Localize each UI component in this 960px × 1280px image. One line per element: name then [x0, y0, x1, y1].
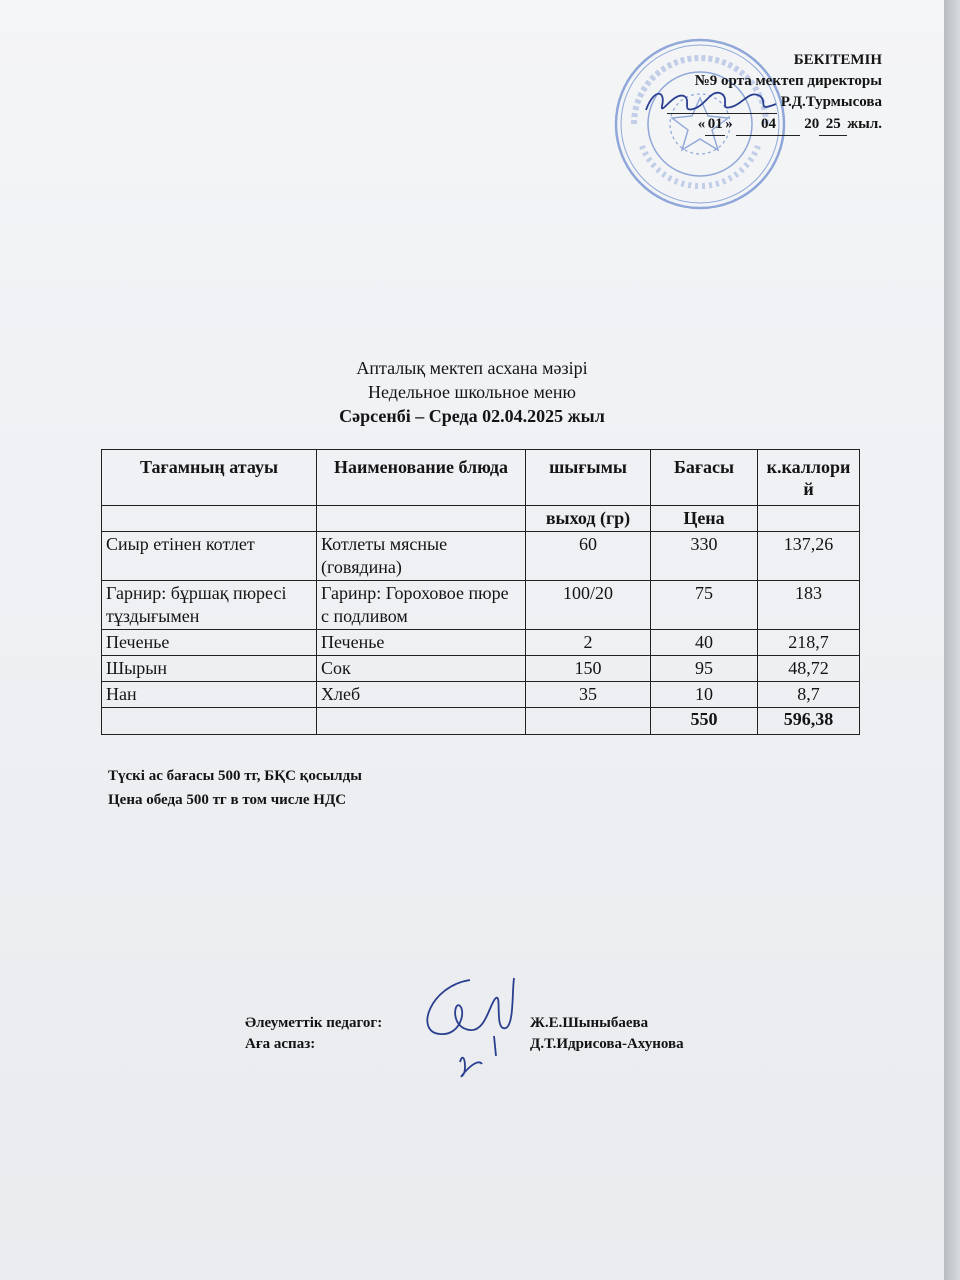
signature-name: Д.Т.Идрисова-Ахунова [530, 1036, 684, 1052]
price: 40 [651, 630, 758, 656]
dish-ru: Хлеб [317, 682, 526, 708]
approval-director-name: Р.Д.Турмысова [780, 94, 882, 110]
calories: 183 [758, 581, 860, 630]
date-month: 04 [736, 114, 800, 136]
subheader-cell: выход (гр) [526, 506, 651, 532]
subheader-cell: Цена [651, 506, 758, 532]
table-header-row [102, 450, 860, 506]
header-cell: Наименование блюда [317, 450, 526, 506]
calories: 137,26 [758, 532, 860, 581]
approval-position: №9 орта мектеп директоры [694, 73, 882, 89]
date-suffix: жыл. [847, 116, 882, 132]
signature-row [245, 1034, 765, 1055]
total-cell [317, 708, 526, 735]
approval-block [667, 50, 882, 136]
menu-titles [0, 356, 944, 428]
yield: 100/20 [526, 581, 651, 630]
dish-ru: Сок [317, 656, 526, 682]
calories: 218,7 [758, 630, 860, 656]
date-prefix: « [697, 116, 706, 132]
table-row [102, 630, 860, 656]
signature-role: Әлеуметтік педагог: [245, 1015, 383, 1031]
price: 95 [651, 656, 758, 682]
note-ru: Цена обеда 500 тг в том числе НДС [108, 792, 347, 808]
date-day: 01 [705, 114, 725, 136]
note-kz: Түскі ас бағасы 500 тг, БҚС қосылды [108, 768, 362, 784]
table-subheader-row [102, 506, 860, 532]
header-cell: к.каллорий [758, 450, 860, 506]
signature-role: Аға аспаз: [245, 1036, 316, 1052]
signature-blank [667, 92, 777, 114]
total-calories: 596,38 [758, 708, 860, 735]
total-price: 550 [651, 708, 758, 735]
title-day: Сәрсенбі – Среда 02.04.2025 жыл [339, 406, 605, 426]
approval-director-line [667, 92, 882, 114]
page-edge-shadow [944, 0, 960, 1280]
subheader-cell [317, 506, 526, 532]
signature-row [245, 1013, 765, 1034]
yield: 2 [526, 630, 651, 656]
table-total-row [102, 708, 860, 735]
signature-name: Ж.Е.Шыныбаева [530, 1015, 649, 1031]
total-cell [102, 708, 317, 735]
table-row [102, 656, 860, 682]
table-row [102, 581, 860, 630]
yield: 35 [526, 682, 651, 708]
price-notes [108, 764, 362, 812]
dish-kz: Шырын [102, 656, 317, 682]
header-cell: шығымы [526, 450, 651, 506]
dish-kz: Печенье [102, 630, 317, 656]
approval-date-line [667, 114, 882, 136]
menu-table [101, 449, 860, 735]
yield: 150 [526, 656, 651, 682]
calories: 8,7 [758, 682, 860, 708]
total-cell [526, 708, 651, 735]
dish-kz: Гарнир: бұршақ пюресі тұздығымен [102, 581, 317, 630]
signatures-block [245, 1013, 765, 1055]
title-kz: Апталық мектеп асхана мәзірі [356, 358, 588, 378]
dish-ru: Гаринр: Гороховое пюре с подливом [317, 581, 526, 630]
date-year-prefix: 20 [804, 116, 820, 132]
yield: 60 [526, 532, 651, 581]
price: 330 [651, 532, 758, 581]
title-ru: Недельное школьное меню [368, 382, 576, 402]
header-cell: Бағасы [651, 450, 758, 506]
price: 75 [651, 581, 758, 630]
subheader-cell [102, 506, 317, 532]
table-row [102, 532, 860, 581]
dish-ru: Котлеты мясные (говядина) [317, 532, 526, 581]
dish-kz: Нан [102, 682, 317, 708]
header-cell: Тағамның атауы [102, 450, 317, 506]
price: 10 [651, 682, 758, 708]
date-mid: » [725, 116, 733, 132]
subheader-cell [758, 506, 860, 532]
table-row [102, 682, 860, 708]
calories: 48,72 [758, 656, 860, 682]
approval-title: БЕКІТЕМІН [793, 52, 882, 68]
dish-kz: Сиыр етінен котлет [102, 532, 317, 581]
date-year: 25 [819, 114, 847, 136]
dish-ru: Печенье [317, 630, 526, 656]
